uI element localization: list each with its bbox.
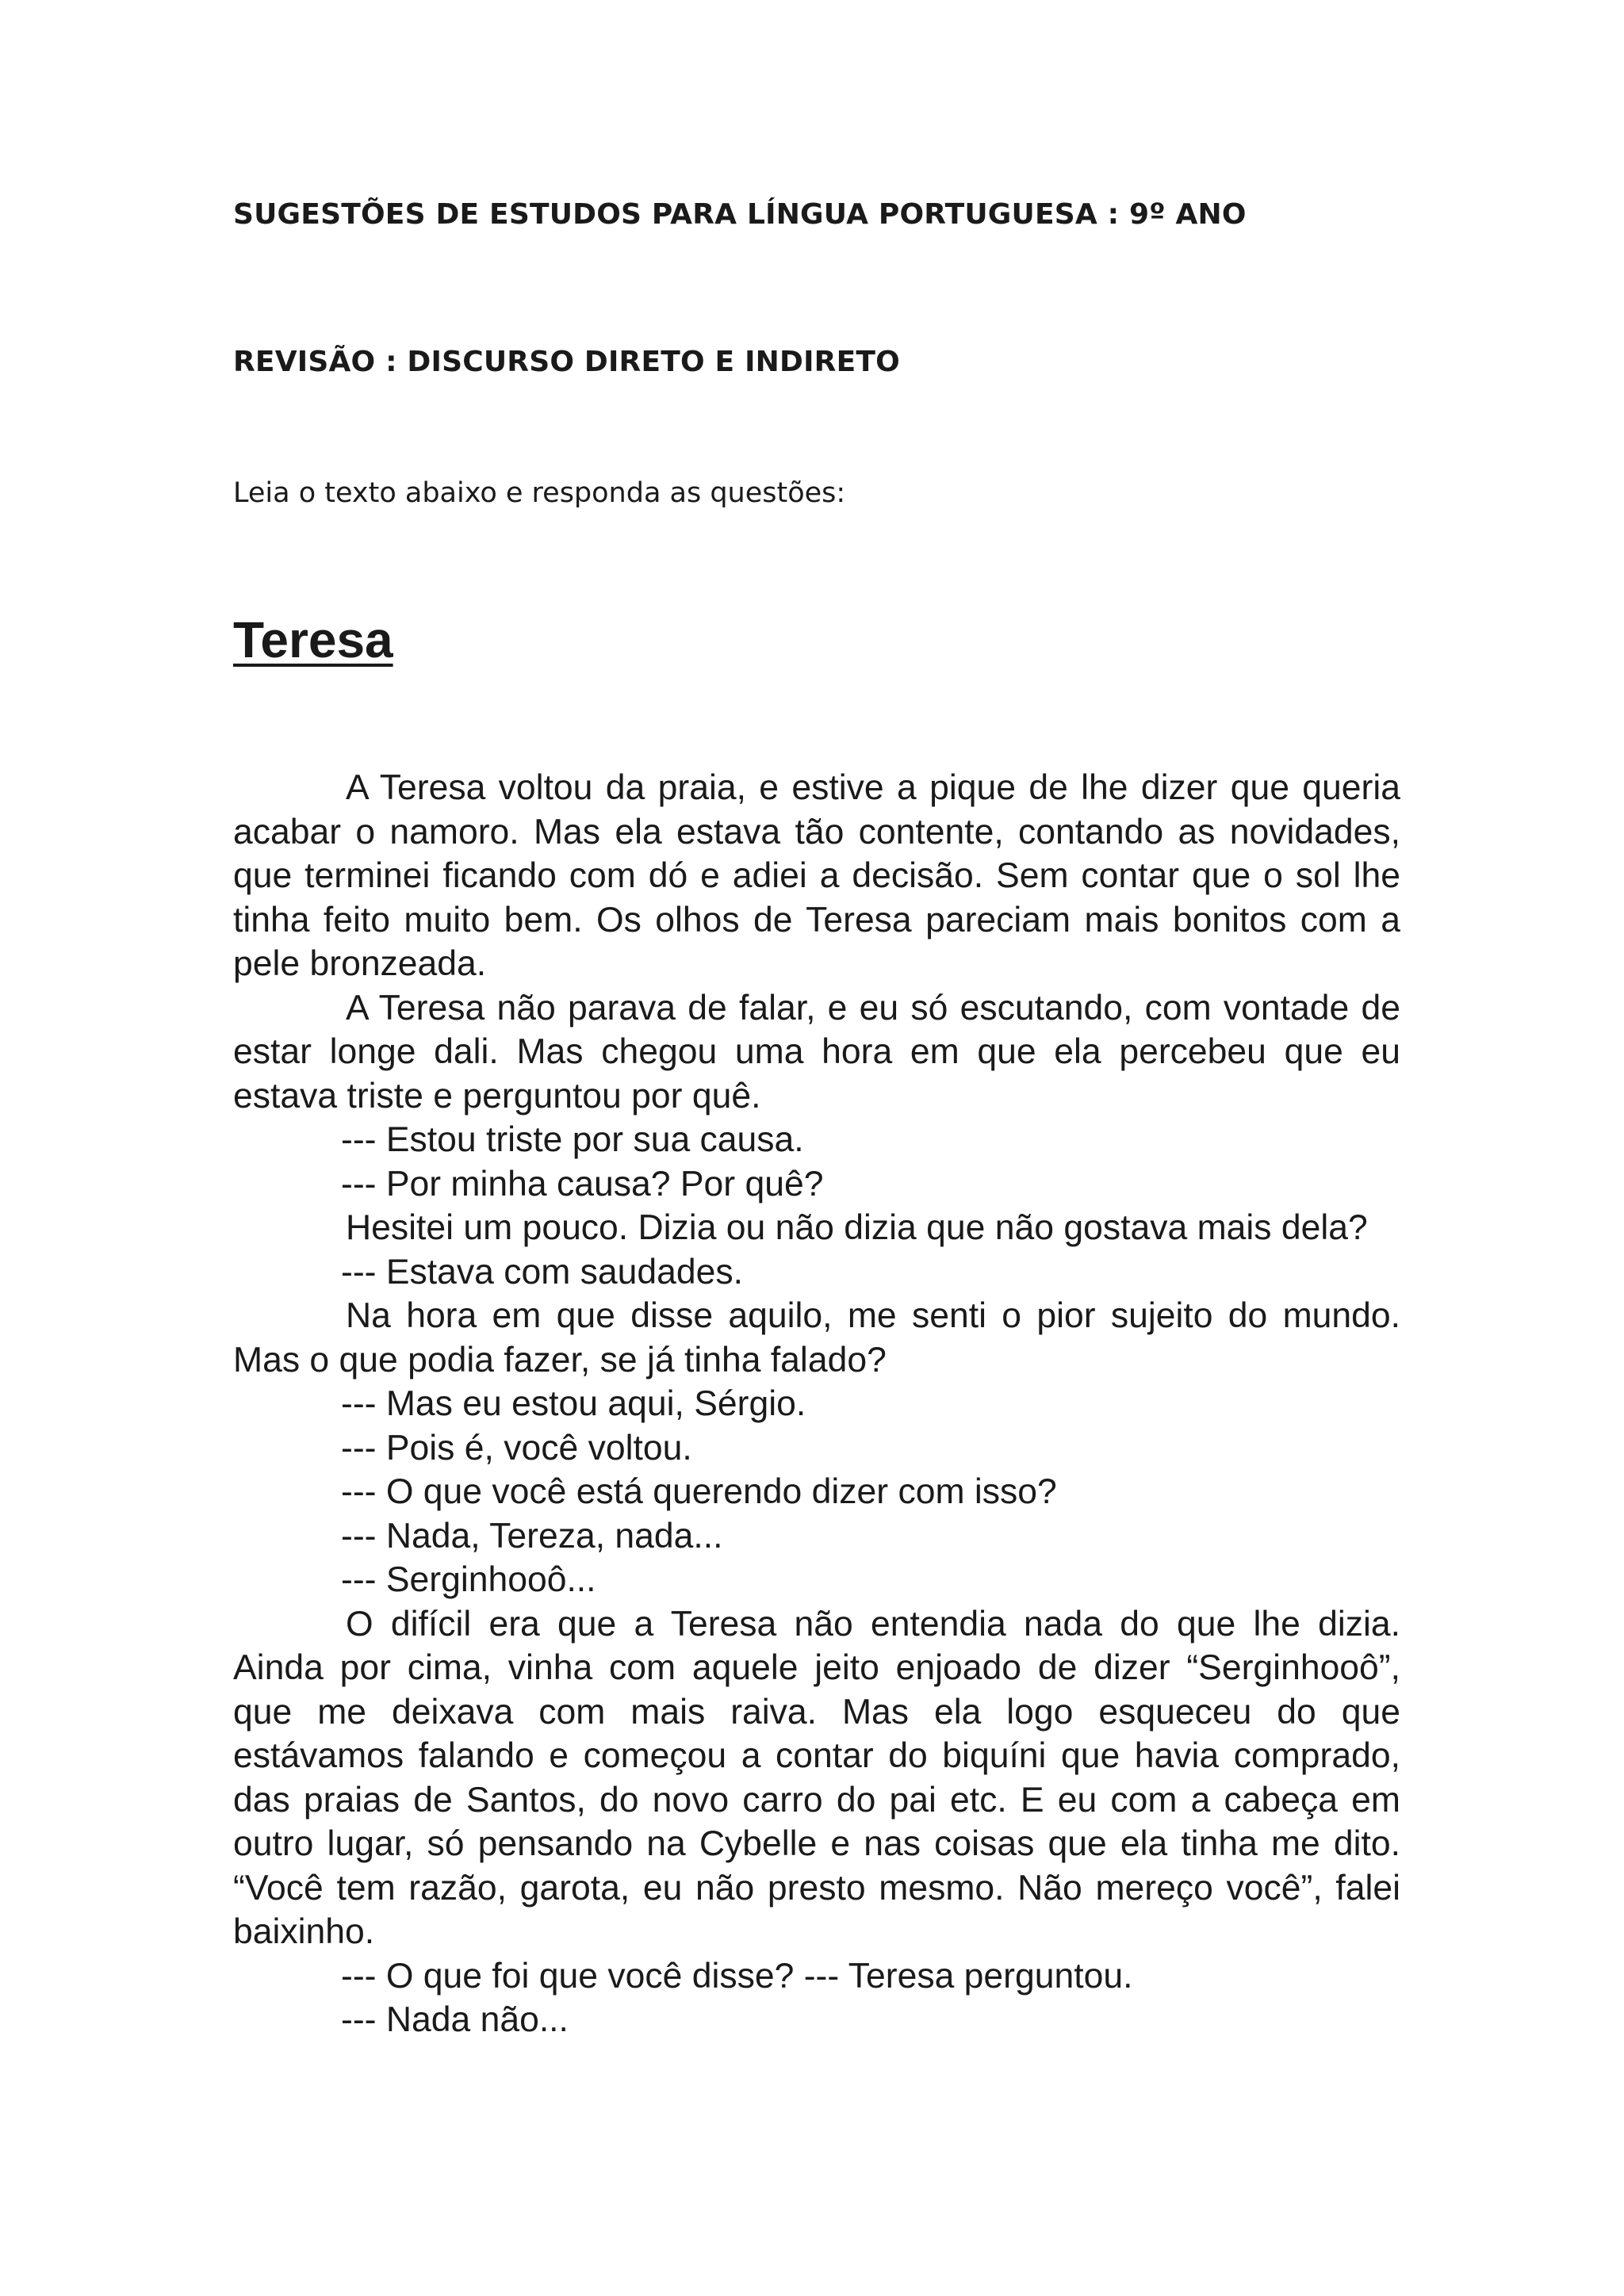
dialogue-line: --- Por minha causa? Por quê? (341, 1164, 824, 1203)
story-paragraph: A Teresa voltou da praia, e estive a pique de lhe dizer que queria acabar o namoro. Mas ela estava tão contente, contando as novidades, que terminei ficando com dó e adiei a decisão. Sem contar que o sol lhe tinha feito muito bem. Os olhos de Teresa pareciam mais bonitos com a pele bronzeada. (233, 768, 1400, 983)
dialogue-line: --- O que foi que você disse? --- Teresa perguntou. (341, 1956, 1133, 1996)
story-paragraph: A Teresa não parava de falar, e eu só escutando, com vontade de estar longe dali. Mas chegou uma hora em que ela percebeu que eu estava triste e perguntou por quê. (233, 988, 1400, 1115)
dialogue-line: --- Mas eu estou aqui, Sérgio. (341, 1384, 806, 1423)
section-subtitle: REVISÃO : DISCURSO DIRETO E INDIRETO (233, 346, 900, 378)
story-paragraph: Na hora em que disse aquilo, me senti o pior sujeito do mundo. Mas o que podia fazer, se já tinha falado? (233, 1296, 1400, 1380)
story-paragraph: O difícil era que a Teresa não entendia nada do que lhe dizia. Ainda por cima, vinha com aquele jeito enjoado de dizer “Serginhooô”, que me deixava com mais raiva. Mas ela logo esqueceu do que estávamos falando e começou a contar do biquíni que havia comprado, das praias de Santos, do novo carro do pai etc. E eu com a cabeça em outro lugar, só pensando na Cybelle e nas coisas que ela tinha me dito. “Você tem razão, garota, eu não presto mesmo. Não mereço você”, falei baixinho. (233, 1604, 1400, 1951)
story-body (233, 766, 1400, 2042)
story-paragraph: Hesitei um pouco. Dizia ou não dizia que não gostava mais dela? (346, 1208, 1368, 1247)
story-title: Teresa (233, 611, 393, 668)
dialogue-line: --- Pois é, você voltou. (341, 1428, 692, 1468)
dialogue-line: --- Nada, Tereza, nada... (341, 1516, 723, 1556)
dialogue-line: --- Estava com saudades. (341, 1252, 744, 1292)
dialogue-line: --- Serginhooô... (341, 1560, 596, 1599)
dialogue-line: --- O que você está querendo dizer com isso? (341, 1472, 1057, 1511)
dialogue-line: --- Nada não... (341, 2000, 569, 2039)
document-title: SUGESTÕES DE ESTUDOS PARA LÍNGUA PORTUGUESA : 9º ANO (233, 198, 1247, 231)
instruction-text: Leia o texto abaixo e responda as questões: (233, 477, 846, 509)
dialogue-line: --- Estou triste por sua causa. (341, 1120, 804, 1159)
